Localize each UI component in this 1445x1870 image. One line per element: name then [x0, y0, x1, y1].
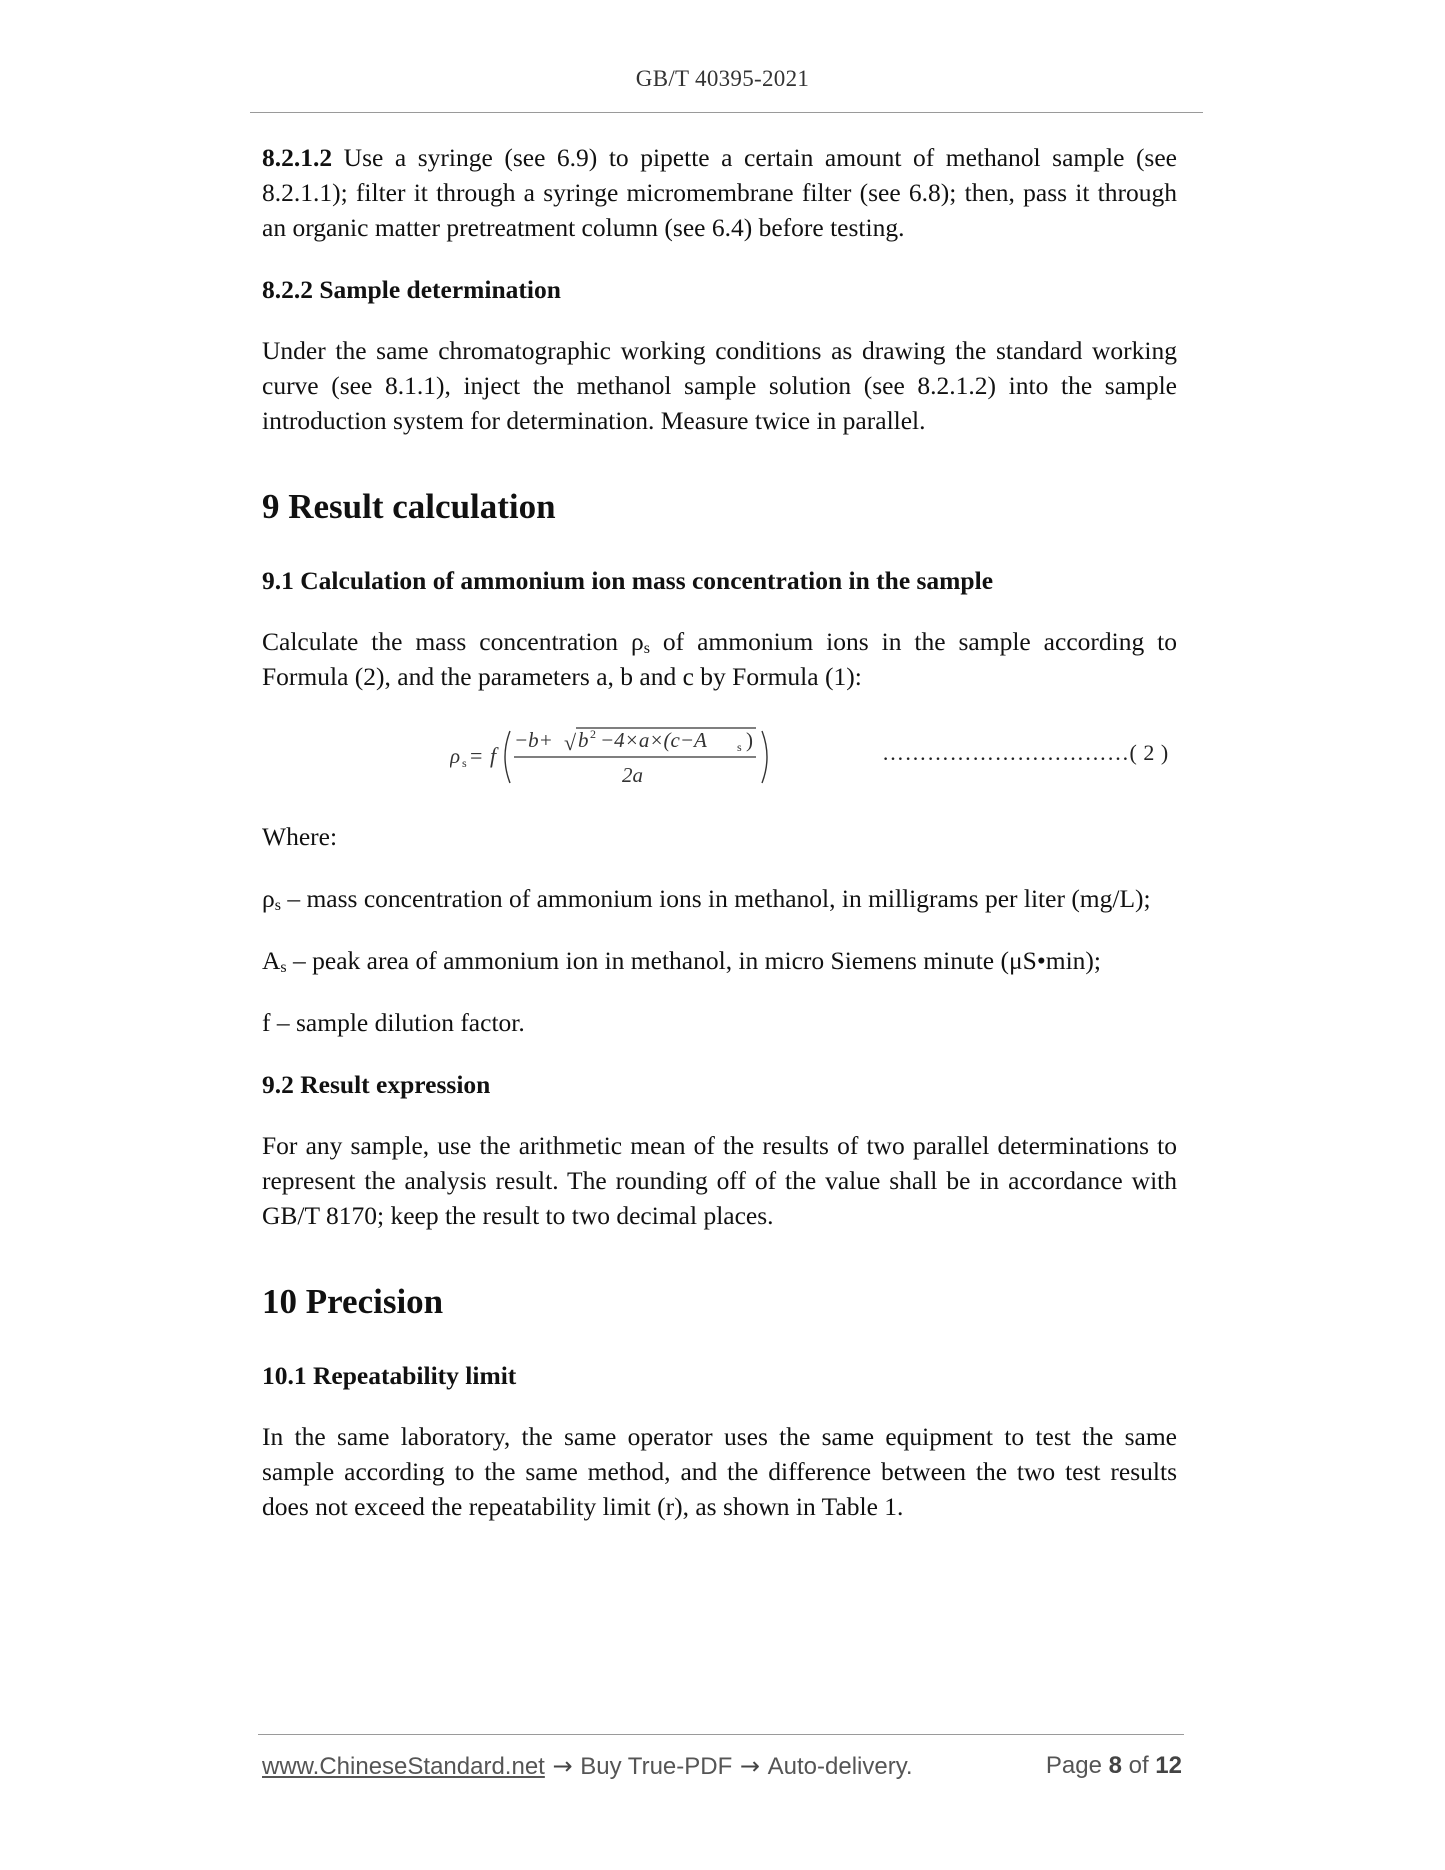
- heading-8-2-2: 8.2.2 Sample determination: [262, 275, 561, 304]
- formula-numerator-head: −b+: [514, 728, 553, 752]
- radicand-sub: s: [737, 740, 742, 754]
- right-parenthesis: [762, 731, 767, 783]
- page-indicator: Page 8 of 12: [1045, 1752, 1182, 1779]
- document-header: [0, 66, 1445, 92]
- auto-delivery-text: Auto-delivery.: [767, 1753, 913, 1780]
- heading-9-2: 9.2 Result expression: [262, 1070, 491, 1099]
- page-content: [262, 140, 1177, 1551]
- arrow-right-icon: →: [732, 1752, 768, 1780]
- formula-lhs: ρ: [450, 744, 461, 768]
- heading-10-1: 10.1 Repeatability limit: [262, 1361, 517, 1390]
- definition-f: f – sample dilution factor.: [262, 1008, 525, 1037]
- radicand-b: b: [578, 728, 589, 752]
- definition-rho-s: $\rho_s$ – mass concentration of ammonium ions in methanol, in milligrams per liter (mg/L);: [262, 884, 1151, 914]
- radicand-exponent: 2: [590, 727, 596, 741]
- formula-equals: =: [470, 743, 483, 768]
- standard-number: GB/T 40395-2021: [635, 66, 810, 91]
- buy-true-pdf-text: Buy True-PDF: [580, 1753, 733, 1780]
- formula-2: [262, 721, 1177, 791]
- where-label: Where:: [262, 822, 338, 851]
- total-pages: 12: [1155, 1752, 1182, 1779]
- left-parenthesis: [505, 731, 510, 783]
- header-divider: [250, 112, 1203, 113]
- arrow-right-icon: →: [544, 1752, 581, 1780]
- radicand-close: ): [746, 728, 753, 752]
- paragraph-9-2: For any sample, use the arithmetic mean of the results of two parallel determinations to represent the analysis result. The rounding off of the value shall be in accordance with GB/T 8170; keep the result to two decimal places.: [262, 1131, 1177, 1230]
- heading-9-1: 9.1 Calculation of ammonium ion mass concentration in the sample: [262, 566, 994, 595]
- paragraph-10-1: In the same laboratory, the same operator uses the same equipment to test the same sample according to the same method, and the difference between the two test results does not exceed the repeatability limit (r), as shown in Table 1.: [262, 1422, 1177, 1521]
- formula-expression: [450, 721, 910, 791]
- current-page: 8: [1108, 1752, 1122, 1779]
- paragraph-8-2-1-2: [262, 140, 1177, 245]
- site-link[interactable]: www.ChineseStandard.net: [262, 1753, 545, 1780]
- formula-denominator: 2a: [622, 763, 643, 787]
- definition-a-s: $A_s$ – peak area of ammonium ion in methanol, in micro Siemens minute (μS•min);: [262, 946, 1102, 976]
- clause-text: Use a syringe (see 6.9) to pipette a certain amount of methanol sample (see 8.2.1.1); filter it through a syringe micromembrane filter (see 6.8); then, pass it through an organic matter pretreatment column (see 6.4) before testing.: [262, 143, 1177, 242]
- formula-lhs-sub: s: [462, 756, 467, 770]
- footer-divider: [258, 1734, 1184, 1735]
- radicand-rest: −4×a×(c−A: [600, 728, 707, 752]
- formula-number: ……………………………( 2 ): [882, 740, 1169, 765]
- paragraph-8-2-2: Under the same chromatographic working conditions as drawing the standard working curve (see 8.1.1), inject the methanol sample solution (see 8.2.1.2) into the sample introduction system for determination. Measure twice in parallel.: [262, 336, 1177, 435]
- heading-10: 10 Precision: [262, 1282, 444, 1321]
- paragraph-9-1: Calculate the mass concentration $\rho_s$ of ammonium ions in the sample according to Formula (2), and the parameters a, b and c by Formula (1):: [262, 627, 1177, 691]
- page-footer: [262, 1752, 1182, 1781]
- heading-9: 9 Result calculation: [262, 487, 556, 526]
- sqrt-sign: √: [564, 730, 577, 755]
- clause-number: 8.2.1.2: [262, 143, 333, 172]
- formula-factor: f: [490, 743, 497, 768]
